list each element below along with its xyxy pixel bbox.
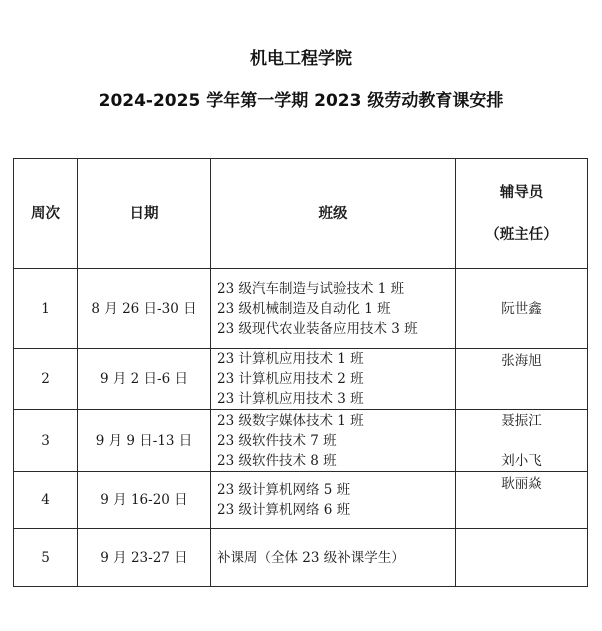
- header-date: 日期: [78, 159, 211, 269]
- header-row: [14, 159, 588, 269]
- table-row: [14, 410, 588, 472]
- class-name: 23 级数字媒体技术 1 班: [217, 412, 364, 429]
- week-cell: 2: [14, 349, 78, 410]
- header-week: 周次: [14, 159, 78, 269]
- document-subtitle: 2024-2025 学年第一学期 2023 级劳动教育课安排: [98, 91, 504, 111]
- counselor-cell: [456, 410, 588, 472]
- class-cell: [211, 529, 456, 587]
- header-counselor-line2: （班主任）: [485, 226, 558, 243]
- class-name: 23 级软件技术 7 班: [217, 432, 337, 449]
- class-name: 23 级软件技术 8 班: [217, 452, 337, 469]
- counselor-cell: [456, 349, 588, 410]
- counselor-name: 聂振江: [501, 412, 542, 429]
- class-name: 补课周（全体 23 级补课学生）: [217, 549, 405, 566]
- counselor-name: 阮世鑫: [501, 300, 542, 317]
- week-cell: 5: [14, 529, 78, 587]
- class-name: 23 计算机应用技术 1 班: [217, 351, 364, 367]
- week-cell: 4: [14, 472, 78, 529]
- table-row: [14, 349, 588, 410]
- date-cell: 8 月 26 日-30 日: [78, 269, 211, 349]
- class-cell: [211, 410, 456, 472]
- counselor-name: 刘小飞: [501, 452, 542, 469]
- date-cell: 9 月 16-20 日: [78, 472, 211, 529]
- class-name: 23 级机械制造及自动化 1 班: [217, 300, 391, 317]
- class-cell: [211, 349, 456, 410]
- class-name: 23 级计算机网络 6 班: [217, 502, 351, 518]
- counselor-cell: [456, 472, 588, 529]
- header-class: 班级: [211, 159, 456, 269]
- header-counselor: [456, 159, 588, 269]
- table-row: [14, 269, 588, 349]
- table-row: [14, 529, 588, 587]
- counselor-name: 耿丽焱: [501, 476, 542, 492]
- date-cell: 9 月 9 日-13 日: [78, 410, 211, 472]
- schedule-table: [13, 158, 588, 587]
- header-counselor-line1: 辅导员: [499, 184, 544, 201]
- class-name: 23 计算机应用技术 2 班: [217, 371, 364, 387]
- table-row: [14, 472, 588, 529]
- class-name: 23 级汽车制造与试验技术 1 班: [217, 280, 405, 297]
- week-cell: 1: [14, 269, 78, 349]
- counselor-cell: [456, 269, 588, 349]
- class-name: 23 计算机应用技术 3 班: [217, 391, 364, 407]
- class-cell: [211, 269, 456, 349]
- document-title: 机电工程学院: [250, 49, 352, 69]
- counselor-cell: [456, 529, 588, 587]
- class-cell: [211, 472, 456, 529]
- week-cell: 3: [14, 410, 78, 472]
- counselor-name: 张海旭: [501, 353, 542, 369]
- class-name: 23 级现代农业装备应用技术 3 班: [217, 320, 418, 337]
- date-cell: 9 月 2 日-6 日: [78, 349, 211, 410]
- date-cell: 9 月 23-27 日: [78, 529, 211, 587]
- class-name: 23 级计算机网络 5 班: [217, 482, 351, 498]
